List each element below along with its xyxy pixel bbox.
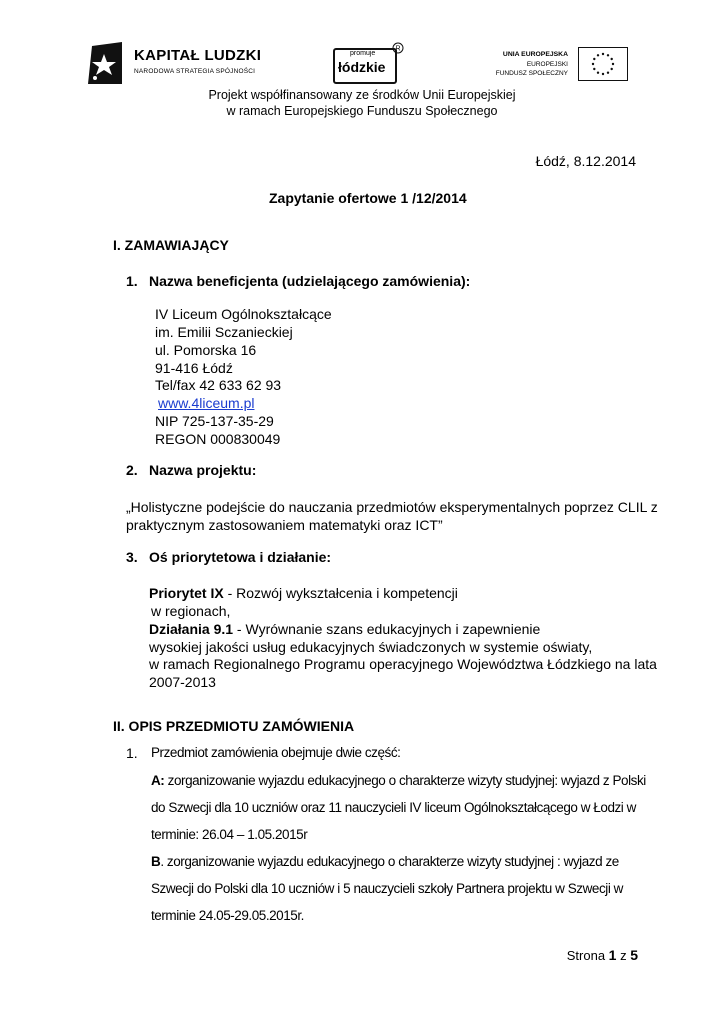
ue-label-3: FUNDUSZ SPOŁECZNY	[495, 70, 568, 77]
svg-text:R: R	[395, 45, 401, 53]
item-3-number: 3.	[126, 549, 138, 565]
kapital-ludzki-logo	[86, 40, 271, 86]
part-a-text-1: zorganizowanie wyjazdu edukacyjnego o charakterze wizyty studyjnej: wyjazd z Polski	[164, 773, 646, 788]
star-figure-icon	[86, 40, 128, 86]
part-b-label: B	[151, 854, 161, 869]
page-footer-of: z	[616, 948, 631, 963]
priority-line	[149, 585, 458, 601]
website-link[interactable]: www.4liceum.pl	[158, 395, 255, 411]
part-b-line-1	[151, 854, 619, 869]
action-label: Działania 9.1	[149, 621, 234, 637]
nip-line: NIP 725-137-35-29	[155, 413, 274, 429]
part-b-line-2: Szwecji do Polski dla 10 uczniów i 5 nauczycieli szkoły Partnera projektu w Szwecji w	[151, 881, 623, 896]
regon-line: REGON 000830049	[155, 431, 281, 447]
kapital-ludzki-title: KAPITAŁ LUDZKI	[134, 47, 262, 64]
action-line-4: 2007-2013	[149, 674, 216, 690]
kapital-ludzki-subtitle: NARODOWA STRATEGIA SPÓJNOŚCI	[134, 68, 256, 75]
cofinancing-line-1: Projekt współfinansowany ze środków Unii Europejskiej	[208, 88, 516, 102]
ue-label-1: UNIA EUROPEJSKA	[502, 51, 568, 58]
priority-label: Priorytet IX	[149, 585, 224, 601]
promuje-lodzkie-logo	[330, 42, 406, 82]
section-1-heading: I. ZAMAWIAJĄCY	[113, 237, 229, 253]
part-a-line-1	[151, 773, 646, 788]
page-footer	[567, 947, 638, 963]
lodzkie-main-label: łódzkie	[338, 59, 386, 75]
item-3-label: Oś priorytetowa i działanie:	[149, 549, 332, 565]
action-line-2: wysokiej jakości usług edukacyjnych świadczonych w systemie oświaty,	[149, 639, 593, 655]
part-a-line-3: terminie: 26.04 – 1.05.2015r	[151, 827, 308, 842]
ue-label-2: EUROPEJSKI	[526, 61, 568, 68]
document-date: Łódź, 8.12.2014	[535, 153, 636, 169]
address-line: im. Emilii Sczanieckiej	[155, 324, 293, 340]
project-name-line-1: „Holistyczne podejście do nauczania przedmiotów eksperymentalnych poprzez CLIL z	[126, 499, 658, 515]
address-line: Tel/fax 42 633 62 93	[155, 377, 282, 393]
item-1-number: 1.	[126, 273, 138, 289]
priority-text: - Rozwój wykształcenia i kompetencji	[223, 585, 458, 601]
action-line	[149, 621, 540, 637]
eu-efs-logo	[492, 47, 628, 83]
s2-item-1-text: Przedmiot zamówienia obejmuje dwie część:	[151, 745, 401, 760]
cofinancing-line-2: w ramach Europejskiego Funduszu Społecznego	[226, 104, 498, 118]
part-a-line-2: do Szwecji dla 10 uczniów oraz 11 nauczycieli IV liceum Ogólnokształcącego w Łodzi w	[151, 800, 636, 815]
part-b-line-3: terminie 24.05-29.05.2015r.	[151, 908, 304, 923]
section-2-heading: II. OPIS PRZEDMIOTU ZAMÓWIENIA	[113, 718, 355, 734]
item-1-label: Nazwa beneficjenta (udzielającego zamówienia):	[149, 273, 471, 289]
page-total: 5	[630, 947, 638, 963]
s2-item-1-number: 1.	[126, 745, 138, 761]
page-footer-label: Strona	[566, 948, 609, 963]
project-name-line-2: praktycznym zastosowaniem matematyki oraz ICT”	[126, 517, 443, 533]
page-current: 1	[608, 947, 617, 963]
part-a-label: A:	[151, 773, 165, 788]
priority-line-2: w regionach,	[151, 603, 231, 619]
action-text: - Wyrównanie szans edukacyjnych i zapewnienie	[233, 621, 541, 637]
registered-mark-icon	[392, 42, 404, 54]
document-title: Zapytanie ofertowe 1 /12/2014	[269, 190, 467, 206]
action-line-3: w ramach Regionalnego Programu operacyjnego Województwa Łódzkiego na lata	[149, 656, 657, 672]
address-line: ul. Pomorska 16	[155, 342, 257, 358]
part-b-text-1: . zorganizowanie wyjazdu edukacyjnego o charakterze wizyty studyjnej : wyjazd ze	[160, 854, 619, 869]
lodzkie-small-label: promuje	[350, 50, 376, 57]
item-2-number: 2.	[126, 462, 138, 478]
address-line: IV Liceum Ogólnokształcące	[155, 306, 332, 322]
eu-flag-icon	[578, 47, 628, 81]
address-line: 91-416 Łódź	[155, 360, 233, 376]
item-2-label: Nazwa projektu:	[149, 462, 257, 478]
